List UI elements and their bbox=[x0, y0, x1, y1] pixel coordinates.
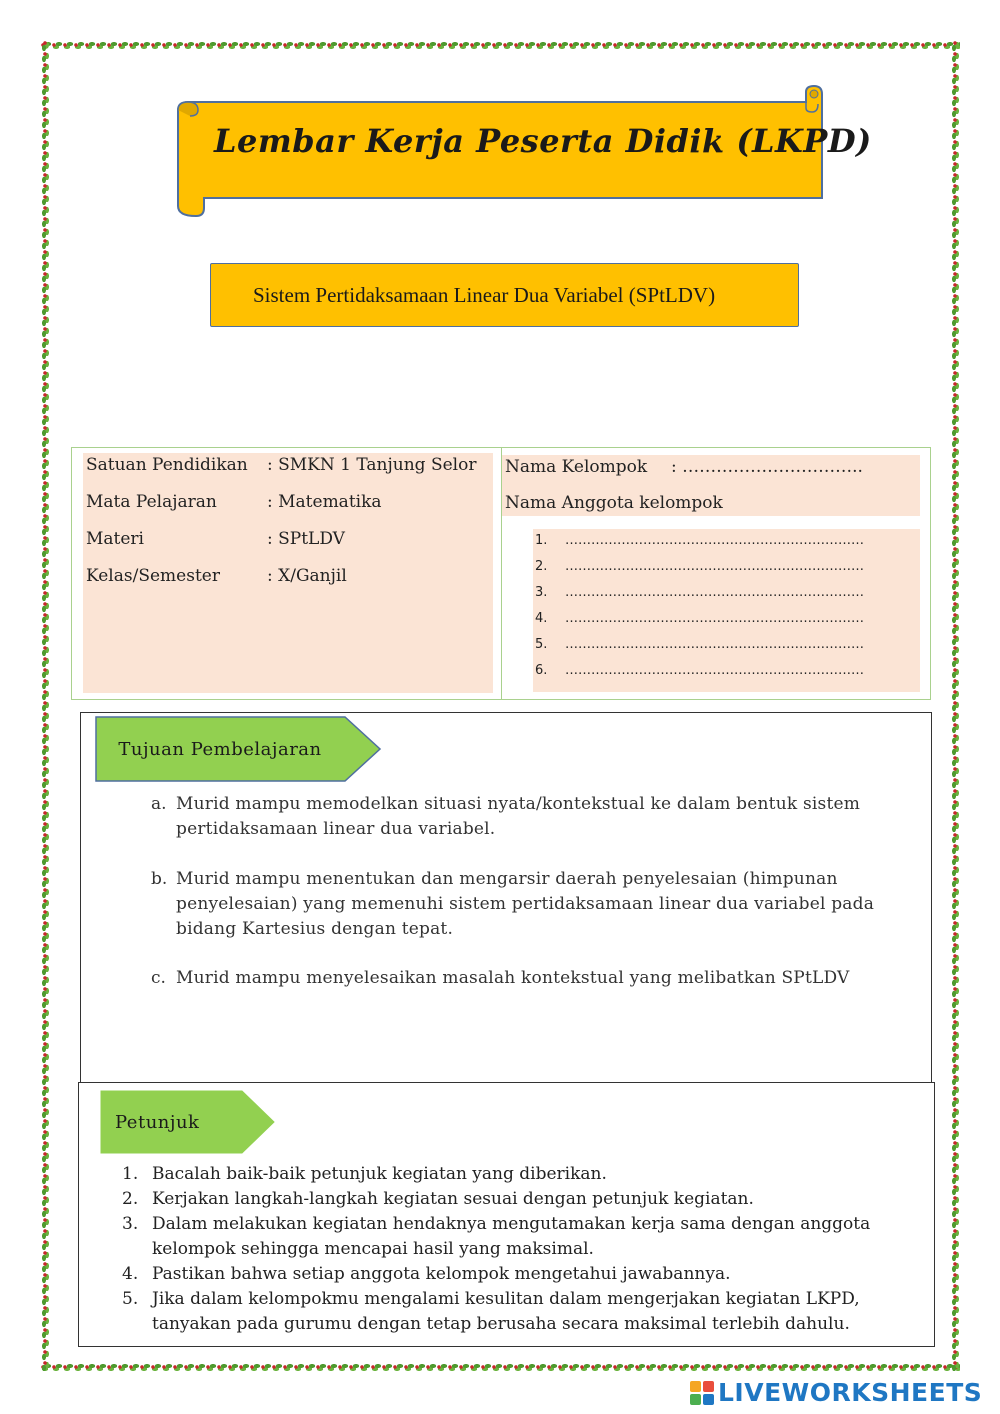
instruction-marker: 1. bbox=[122, 1164, 139, 1184]
subtitle-banner bbox=[210, 263, 799, 327]
identity-row-school bbox=[86, 455, 476, 475]
identity-row-subject bbox=[86, 492, 382, 512]
learning-objectives-heading bbox=[95, 716, 345, 782]
instruction-item bbox=[122, 1187, 922, 1212]
member-field[interactable] bbox=[535, 611, 864, 626]
decorative-border-top bbox=[40, 40, 960, 50]
objective-text: Murid mampu menyelesaikan masalah kontekstual yang melibatkan SPtLDV bbox=[176, 968, 850, 988]
member-line: …………………………………………………………… bbox=[565, 663, 864, 678]
group-name-label: Nama Kelompok bbox=[505, 457, 648, 477]
instruction-text: Dalam melakukan kegiatan hendaknya mengutamakan kerja sama dengan anggota kelompok sehingga mencapai hasil yang maksimal. bbox=[152, 1214, 871, 1259]
group-name-row bbox=[505, 457, 863, 477]
objective-marker: b. bbox=[151, 869, 168, 889]
member-number: 3. bbox=[535, 585, 548, 600]
learning-objectives-heading-text: Tujuan Pembelajaran bbox=[118, 738, 322, 760]
objective-text: Murid mampu menentukan dan mengarsir daerah penyelesaian (himpunan penyelesaian) yang memenuhi sistem pertidaksamaan linear dua variabel pada bidang Kartesius dengan tepat. bbox=[176, 869, 875, 939]
identity-row-class bbox=[86, 566, 347, 586]
member-field[interactable] bbox=[535, 533, 864, 548]
objective-item bbox=[151, 966, 911, 991]
page-title: Lembar Kerja Peserta Didik (LKPD) bbox=[214, 122, 872, 160]
objective-marker: c. bbox=[151, 968, 166, 988]
member-line: …………………………………………………………… bbox=[565, 585, 864, 600]
identity-value: : Matematika bbox=[267, 492, 382, 512]
instruction-text: Jika dalam kelompokmu mengalami kesulitan dalam mengerjakan kegiatan LKPD, tanyakan pada gurumu dengan tetap berusaha secara maksimal terlebih dahulu. bbox=[152, 1289, 860, 1334]
identity-value: : SMKN 1 Tanjung Selor bbox=[267, 455, 477, 475]
group-members-label: Nama Anggota kelompok bbox=[505, 493, 723, 513]
member-field[interactable] bbox=[535, 559, 864, 574]
instruction-text: Pastikan bahwa setiap anggota kelompok mengetahui jawabannya. bbox=[152, 1264, 731, 1284]
decorative-border-right bbox=[950, 40, 960, 1372]
member-number: 5. bbox=[535, 637, 548, 652]
group-name-field[interactable]: : ………………………….. bbox=[671, 457, 863, 477]
identity-label: Kelas/Semester bbox=[86, 566, 220, 586]
identity-label: Materi bbox=[86, 529, 144, 549]
watermark-text: LIVEWORKSHEETS bbox=[718, 1378, 983, 1407]
instruction-item bbox=[122, 1287, 922, 1337]
decorative-border-left bbox=[40, 40, 50, 1372]
instruction-marker: 3. bbox=[122, 1214, 139, 1234]
identity-value: : SPtLDV bbox=[267, 529, 345, 549]
objective-item bbox=[151, 867, 911, 942]
member-line: …………………………………………………………… bbox=[565, 611, 864, 626]
identity-row-material bbox=[86, 529, 345, 549]
member-number: 2. bbox=[535, 559, 548, 574]
member-number: 1. bbox=[535, 533, 548, 548]
instruction-marker: 5. bbox=[122, 1289, 139, 1309]
instruction-item bbox=[122, 1162, 922, 1187]
objective-item bbox=[151, 792, 911, 842]
objective-marker: a. bbox=[151, 794, 167, 814]
identity-label: Mata Pelajaran bbox=[86, 492, 217, 512]
identity-value: : X/Ganjil bbox=[267, 566, 347, 586]
member-line: …………………………………………………………… bbox=[565, 559, 864, 574]
instruction-marker: 4. bbox=[122, 1264, 139, 1284]
member-number: 6. bbox=[535, 663, 548, 678]
instructions-heading bbox=[100, 1090, 240, 1154]
instruction-marker: 2. bbox=[122, 1189, 139, 1209]
instructions-heading-text: Petunjuk bbox=[115, 1111, 200, 1133]
instruction-item bbox=[122, 1212, 922, 1262]
liveworksheets-logo-icon bbox=[690, 1381, 714, 1405]
liveworksheets-watermark[interactable] bbox=[690, 1378, 982, 1407]
decorative-border-bottom bbox=[40, 1362, 960, 1372]
member-field[interactable] bbox=[535, 585, 864, 600]
instruction-item bbox=[122, 1262, 922, 1287]
subtitle-text: Sistem Pertidaksamaan Linear Dua Variabel (SPtLDV) bbox=[253, 282, 716, 307]
instruction-text: Kerjakan langkah-langkah kegiatan sesuai dengan petunjuk kegiatan. bbox=[152, 1189, 754, 1209]
member-field[interactable] bbox=[535, 637, 864, 652]
objective-text: Murid mampu memodelkan situasi nyata/kontekstual ke dalam bentuk sistem pertidaksamaan linear dua variabel. bbox=[176, 794, 861, 839]
member-field[interactable] bbox=[535, 663, 864, 678]
member-line: …………………………………………………………… bbox=[565, 637, 864, 652]
instruction-text: Bacalah baik-baik petunjuk kegiatan yang diberikan. bbox=[152, 1164, 607, 1184]
member-line: …………………………………………………………… bbox=[565, 533, 864, 548]
identity-label: Satuan Pendidikan bbox=[86, 455, 248, 475]
member-number: 4. bbox=[535, 611, 548, 626]
